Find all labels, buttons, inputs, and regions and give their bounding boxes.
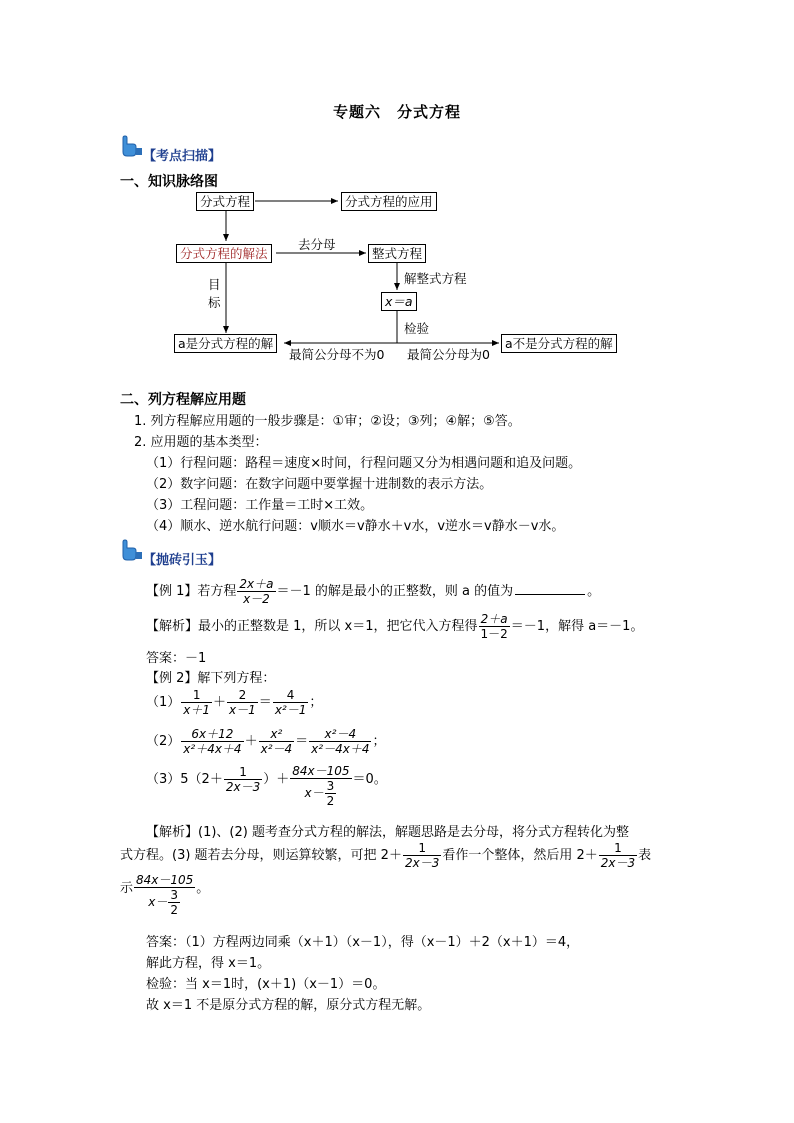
eq1-frac-1 [181,688,212,717]
ex2-analysis-frac-b-den: 2x－3 [600,856,636,870]
box-a-shi-jie: a是分式方程的解 [174,334,277,353]
ex2-analysis-inner-frac [168,888,180,917]
ex2-analysis-2a: 式方程。(3) 题若去分母，则运算较繁，可把 2＋ [120,848,402,863]
ex2-analysis-frac-b [599,841,637,870]
ex2-analysis-3b: 。 [196,881,210,896]
ex1-sol-frac-num: 2＋a [479,612,510,627]
eq3-frac-2-den [290,779,351,808]
ex2-answer-line-3: 检验：当 x＝1时，(x＋1)（x－1）＝0。 [146,977,386,992]
eq1-op-1: ＋ [213,695,227,710]
eq3-label: （3）5（2＋ [146,772,223,787]
ex1-sol-suffix: ＝－1，解得 a＝－1。 [510,619,644,634]
list-subitem-2: （2）数字问题：在数字问题中要掌握十进制数的表示方法。 [146,477,493,492]
section-label-kaodian: 【考点扫描】 [143,149,222,164]
list-item-2: 2. 应用题的基本类型： [134,435,268,450]
label-zero: 最简公分母为0 [407,347,490,362]
eq2-label: （2） [146,734,181,749]
ex2-analysis-3a: 示 [120,881,134,896]
ex1-sol-prefix: 【解析】最小的正整数是 1，所以 x＝1，把它代入方程得 [146,619,478,634]
ex1-end: 。 [587,584,601,599]
ex2-analysis-line-3 [120,873,209,917]
eq2-frac-3-den: x²－4x＋4 [311,742,370,756]
ex2-analysis-line-2 [120,841,651,870]
eq3-frac-1-num: 1 [224,765,262,780]
ex2-analysis-frac-c-den-x: x－ [148,895,168,909]
ex1-fraction [237,577,275,606]
eq1-frac-3 [273,688,309,717]
page-title: 专题六 分式方程 [332,103,461,121]
equation-1 [146,688,322,717]
label-mubiao-2: 标 [208,295,221,310]
ex1-sol-fraction [479,612,510,641]
box-x-equals-a: x＝a [381,292,417,311]
eq1-end: ； [309,695,323,710]
eq3-frac-1-den: 2x－3 [225,780,261,794]
eq1-frac-2-num: 2 [227,688,258,703]
eq1-frac-2 [227,688,258,717]
ex1-sol-frac-den: 1－2 [480,627,508,641]
eq3-frac-2-num: 84x－105 [292,764,350,778]
eq2-op-1: ＋ [244,734,258,749]
ex1-mid: ＝－1 的解是最小的正整数，则 a 的值为 [276,584,514,599]
eq2-frac-2-den: x²－4 [260,742,293,756]
box-zhengshi: 整式方程 [368,244,426,263]
label-jiezhengshi: 解整式方程 [404,271,467,286]
ex1-answer-blank [515,582,585,595]
box-fenshi-fangcheng: 分式方程 [196,192,254,211]
ex2-analysis-frac-c [134,873,195,917]
eq3-inner-den: 2 [326,794,335,808]
eq3-mid: ）＋ [263,772,290,787]
eq1-frac-2-den: x－1 [229,703,256,717]
eq2-op-2: ＝ [295,734,309,749]
ex2-analysis-inner-num: 3 [170,888,179,902]
ex2-analysis-line-1: 【解析】(1)、(2) 题考查分式方程的解法，解题思路是去分母，将分式方程转化为整 [146,825,629,840]
equation-3 [146,764,387,808]
ex2-analysis-frac-c-num: 84x－105 [136,873,194,887]
ex1-frac-den: x－2 [243,592,270,606]
ex2-analysis-frac-b-num: 1 [599,841,637,856]
ex2-answer-line-1: 答案：（1）方程两边同乘（x＋1）（x－1），得（x－1）＋2（x＋1）＝4， [146,935,580,950]
ex2-analysis-frac-a-den: 2x－3 [404,856,440,870]
box-fenshi-yingyong: 分式方程的应用 [341,192,437,211]
eq2-frac-2-num: x² [259,727,295,742]
eq3-frac-1 [224,765,262,794]
heading-application: 二、列方程解应用题 [120,392,246,408]
label-qufenmu: 去分母 [298,237,336,252]
list-item-1: 1. 列方程解应用题的一般步骤是：①审；②设；③列；④解；⑤答。 [134,414,521,429]
eq3-frac-2 [290,764,351,808]
ex2-analysis-frac-a [403,841,441,870]
list-subitem-4: （4）顺水、逆水航行问题：v顺水＝v静水＋v水，v逆水＝v静水－v水。 [146,519,565,534]
equation-2 [146,727,385,756]
ex2-answer-line-2: 解此方程，得 x＝1。 [146,956,271,971]
eq2-frac-3 [309,727,371,756]
ex1-frac-num: 2x＋a [239,577,274,591]
diagram-arrows [0,0,794,380]
eq3-frac-2-den-x: x－ [304,786,324,800]
heading-knowledge-map: 一、知识脉络图 [120,174,218,190]
eq2-end: ； [372,734,386,749]
list-subitem-1: （1）行程问题：路程＝速度×时间，行程问题又分为相遇问题和追及问题。 [146,456,582,471]
ex1-prefix: 【例 1】若方程 [146,584,237,599]
eq1-label: （1） [146,695,181,710]
ex1-answer: 答案：－1 [146,651,207,666]
eq2-frac-2 [259,727,295,756]
eq1-op-2: ＝ [258,695,272,710]
section-label-paozhuan: 【抛砖引玉】 [143,553,222,568]
ex2-analysis-inner-den: 2 [170,903,179,917]
label-not-zero: 最简公分母不为0 [289,347,385,362]
eq3-inner-num: 3 [326,779,335,793]
pointing-hand-icon [120,539,144,565]
eq2-frac-3-num: x²－4 [309,727,371,742]
eq3-end: ＝0。 [352,772,387,787]
eq1-frac-1-num: 1 [181,688,212,703]
example-1 [146,577,600,606]
list-subitem-3: （3）工程问题：工作量＝工时×工效。 [146,498,374,513]
eq3-inner-frac [325,779,337,808]
eq2-frac-1-den: x²＋4x＋4 [183,742,242,756]
ex2-analysis-2b: 看作一个整体，然后用 2＋ [442,848,598,863]
ex2-analysis-frac-c-den [134,888,195,917]
label-jianyan: 检验 [404,321,430,336]
eq1-frac-1-den: x＋1 [183,703,211,717]
ex2-title: 【例 2】解下列方程： [146,671,276,686]
ex2-analysis-frac-a-num: 1 [403,841,441,856]
eq1-frac-3-num: 4 [273,688,309,703]
box-jiefa: 分式方程的解法 [176,244,272,263]
ex2-analysis-2c: 表 [638,848,652,863]
label-mubiao-1: 目 [208,277,221,292]
eq2-frac-1 [181,727,243,756]
box-a-bushi-jie: a不是分式方程的解 [501,334,617,353]
eq1-frac-3-den: x²－1 [274,703,307,717]
ex2-answer-line-4: 故 x＝1 不是原分式方程的解，原分式方程无解。 [146,998,431,1013]
eq2-frac-1-num: 6x＋12 [181,727,243,742]
ex1-solution [146,612,643,641]
